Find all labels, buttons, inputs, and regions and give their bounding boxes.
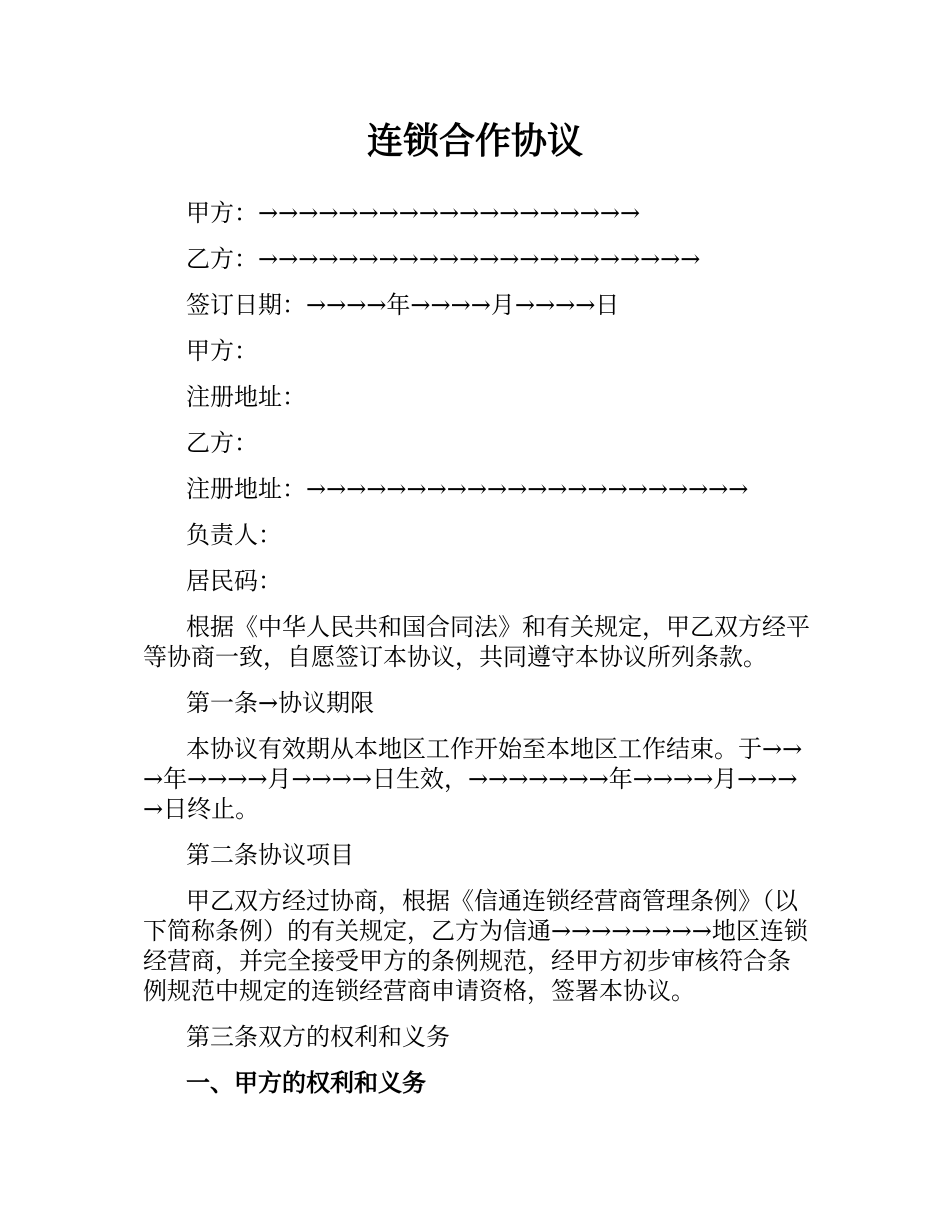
party-b-address: 注册地址：→→→→→→→→→→→→→→→→→→→→→→: [186, 475, 749, 503]
document-title: 连锁合作协议: [366, 121, 583, 162]
article-3-heading: 第三条双方的权利和义务: [186, 1023, 450, 1051]
party-a-blank: 甲方：→→→→→→→→→→→→→→→→→→→: [186, 199, 641, 227]
article-2-heading: 第二条协议项目: [186, 841, 354, 869]
party-b: 乙方：: [186, 429, 258, 457]
sign-date: 签订日期：→→→→年→→→→月→→→→日: [186, 291, 620, 319]
party-a-address: 注册地址：: [186, 383, 306, 411]
section-1-heading: 一、甲方的权利和义务: [186, 1069, 426, 1097]
party-a: 甲方：: [186, 337, 258, 365]
article-1-heading: 第一条→协议期限: [186, 689, 375, 717]
party-b-blank: 乙方：→→→→→→→→→→→→→→→→→→→→→→: [186, 245, 701, 273]
document-body: [143, 198, 813, 1114]
article-2-body: 甲乙双方经过协商，根据《信通连锁经营商管理条例》（以下简称条例）的有关规定，乙方为信通→→→→→→→→地区连锁经营商，并完全接受甲方的条例规范，经甲方初步审核符合条例规范中规定的连锁经营商申请资格，签署本协议。: [143, 887, 808, 1005]
article-1-body: 本协议有效期从本地区工作开始至本地区工作结束。于→→→年→→→→月→→→→日生效，→→→→→→→年→→→→月→→→→日终止。: [143, 735, 803, 823]
person-in-charge: 负责人：: [186, 521, 282, 549]
resident-id: 居民码：: [186, 567, 282, 595]
preamble: 根据《中华人民共和国合同法》和有关规定，甲乙双方经平等协商一致，自愿签订本协议，共同遵守本协议所列条款。: [143, 613, 810, 671]
